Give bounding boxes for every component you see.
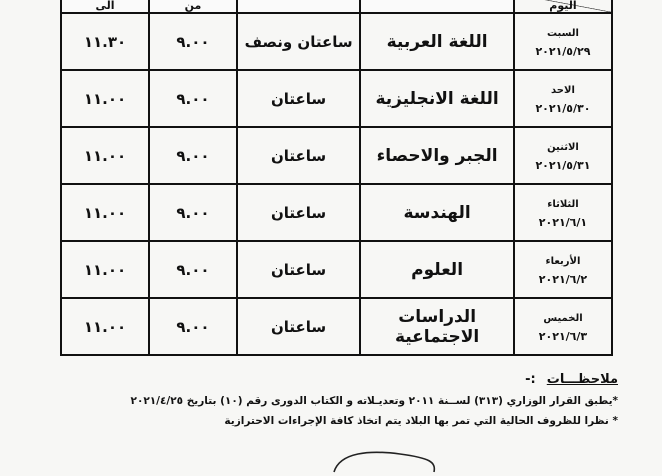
header-to: الى — [61, 0, 149, 13]
header-subject — [360, 0, 514, 13]
day-name: الثلاثاء — [547, 198, 579, 210]
duration-cell: ساعتان — [237, 298, 360, 355]
day-cell — [514, 13, 612, 70]
to-cell: ١١.٠٠ — [61, 127, 149, 184]
notes-title-suffix: :- — [525, 372, 536, 387]
table-row — [61, 241, 612, 298]
to-cell: ١١.٠٠ — [61, 184, 149, 241]
day-date: ٢٠٢١/٦/٢ — [538, 272, 588, 286]
day-name: الاثنين — [547, 141, 579, 153]
subject-cell: الدراسات الاجتماعية — [360, 298, 514, 355]
note-item: * نظرا للظروف الحالية التي تمر بها البلاد يتم اتخاذ كافة الإجراءات الاحترازية — [224, 415, 618, 427]
to-cell: ١١.٠٠ — [61, 298, 149, 355]
notes-title: ملاحظـــات — [546, 372, 618, 387]
subject-cell: الهندسة — [360, 184, 514, 241]
day-name: الأربعاء — [545, 255, 581, 267]
subject-cell: اللغة العربية — [360, 13, 514, 70]
notes-section — [58, 368, 618, 427]
from-cell: ٩.٠٠ — [149, 70, 237, 127]
day-date: ٢٠٢١/٥/٣١ — [535, 158, 591, 172]
day-cell — [514, 298, 612, 355]
table-row — [61, 184, 612, 241]
table-row — [61, 127, 612, 184]
to-cell: ١١.٣٠ — [61, 13, 149, 70]
header-duration — [237, 0, 360, 13]
from-cell: ٩.٠٠ — [149, 127, 237, 184]
table-row — [61, 13, 612, 70]
day-name: الخميس — [543, 312, 583, 324]
day-name: الاحد — [551, 84, 575, 96]
day-date: ٢٠٢١/٥/٢٩ — [535, 44, 591, 58]
duration-cell: ساعتان — [237, 127, 360, 184]
day-date: ٢٠٢١/٦/٣ — [538, 329, 588, 343]
table-row — [61, 70, 612, 127]
subject-cell: اللغة الانجليزية — [360, 70, 514, 127]
from-cell: ٩.٠٠ — [149, 298, 237, 355]
note-item: *يطبق القرار الوزاري (٣١٣) لســنة ٢٠١١ وتعديـلاته و الكتاب الدورى رقم (١٠) بتاريخ ٢٠٢١/٤/٢٥ — [130, 395, 618, 407]
from-cell: ٩.٠٠ — [149, 184, 237, 241]
duration-cell: ساعتان ونصف — [237, 13, 360, 70]
subject-cell: العلوم — [360, 241, 514, 298]
header-day: اليوم — [514, 0, 612, 13]
day-cell — [514, 241, 612, 298]
signature-scribble — [330, 446, 440, 476]
to-cell: ١١.٠٠ — [61, 70, 149, 127]
day-date: ٢٠٢١/٥/٣٠ — [535, 101, 591, 115]
day-date: ٢٠٢١/٦/١ — [538, 215, 588, 229]
day-cell — [514, 184, 612, 241]
duration-cell: ساعتان — [237, 70, 360, 127]
table-row — [61, 298, 612, 355]
duration-cell: ساعتان — [237, 241, 360, 298]
from-cell: ٩.٠٠ — [149, 241, 237, 298]
from-cell: ٩.٠٠ — [149, 13, 237, 70]
table-header-row — [61, 0, 612, 13]
day-name: السبت — [546, 27, 579, 39]
exam-schedule-table — [60, 0, 613, 356]
header-from: من — [149, 0, 237, 13]
to-cell: ١١.٠٠ — [61, 241, 149, 298]
day-cell — [514, 70, 612, 127]
subject-cell: الجبر والاحصاء — [360, 127, 514, 184]
day-cell — [514, 127, 612, 184]
duration-cell: ساعتان — [237, 184, 360, 241]
